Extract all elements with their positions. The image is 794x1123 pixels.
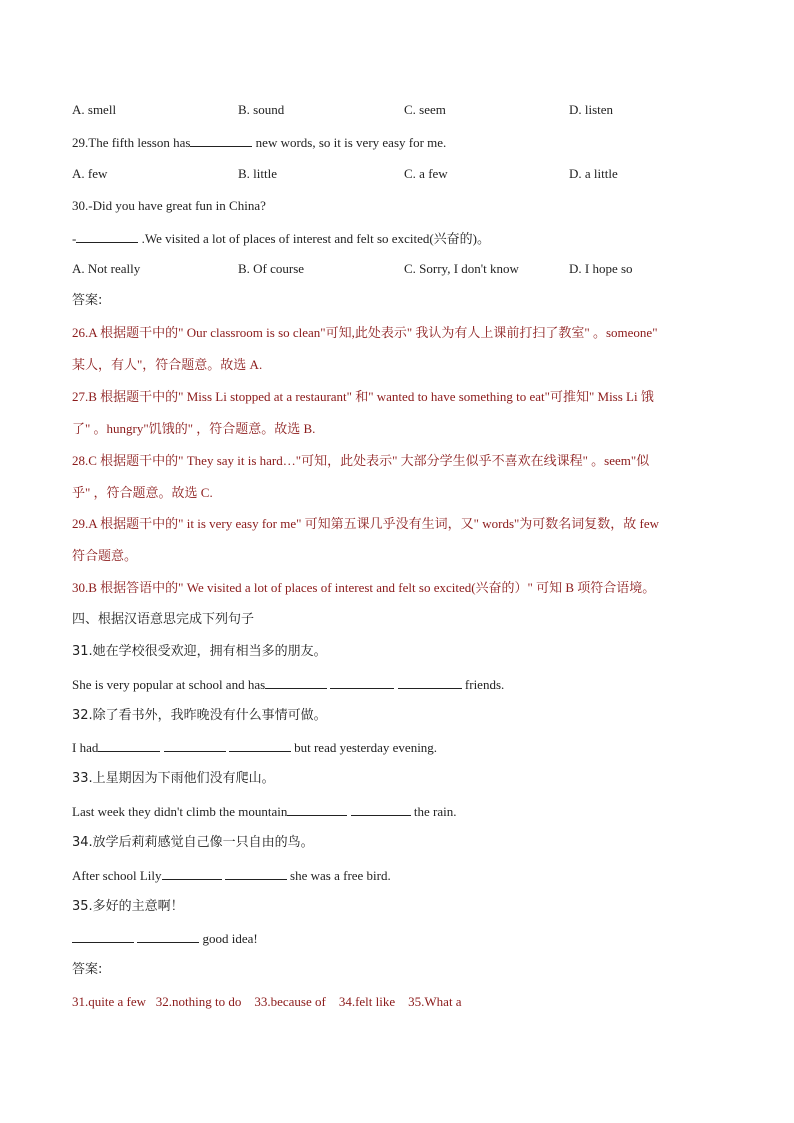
answers-31-35: [72, 994, 462, 1010]
question-35: [72, 930, 258, 947]
answer-blank: [137, 930, 199, 943]
q30-option-d: D. I hope so: [569, 261, 633, 276]
answer-31: 31.quite a few: [72, 994, 147, 1009]
answer-blank: [98, 739, 160, 752]
answer-blank: [164, 739, 226, 752]
q35-text-after: good idea!: [199, 931, 258, 946]
q30-option-a: A. Not really: [72, 261, 141, 276]
q33-text-after: the rain.: [410, 804, 457, 819]
q30-option-b: B. Of course: [238, 261, 305, 276]
answer-30-line-1: 30.B 根据答语中的" We visited a lot of places of interest and felt so excited(兴奋的）" 可知 B 项符合语境。: [72, 580, 656, 595]
q34-text-after: she was a free bird.: [286, 868, 391, 883]
q31-text-after: friends.: [461, 677, 505, 692]
question-35-chinese: 35.多好的主意啊！: [72, 899, 184, 914]
question-31: [72, 676, 504, 693]
answer-blank: [72, 930, 134, 943]
question-34-chinese: 34.放学后莉莉感觉自己像一只自由的鸟。: [72, 835, 314, 850]
answer-32: 32.nothing to do: [155, 994, 242, 1009]
answer-26-line-2: 某人，有人"，符合题意。故选 A.: [72, 357, 263, 372]
answer-26-line-1: 26.A 根据题干中的" Our classroom is so clean"可知,此处表示" 我认为有人上课前打扫了教室" 。someone": [72, 325, 658, 340]
question-32-chinese: 32.除了看书外，我昨晚没有什么事情可做。: [72, 708, 327, 723]
q29-option-a: A. few: [72, 166, 108, 181]
answer-label: 答案:: [72, 962, 103, 977]
question-33-chinese: 33.上星期因为下雨他们没有爬山。: [72, 771, 275, 786]
answer-blank: [398, 676, 462, 689]
question-31-chinese: 31.她在学校很受欢迎，拥有相当多的朋友。: [72, 644, 327, 659]
answer-blank: [287, 803, 347, 816]
answer-blank: [225, 867, 287, 880]
q32-text-before: I had: [72, 740, 99, 755]
q28-option-b: B. sound: [238, 102, 285, 117]
q30-dash: -: [72, 231, 77, 246]
q29-option-c: C. a few: [404, 166, 448, 181]
answer-blank: [229, 739, 291, 752]
q31-text-before: She is very popular at school and has: [72, 677, 266, 692]
answer-label: 答案:: [72, 293, 103, 308]
question-32: [72, 739, 437, 756]
question-29: [72, 134, 446, 151]
q28-option-c: C. seem: [404, 102, 446, 117]
question-33: [72, 803, 456, 820]
answer-29-line-2: 符合题意。: [72, 548, 138, 563]
q29-option-b: B. little: [238, 166, 277, 181]
answer-blank: [330, 676, 394, 689]
q30-reply-text: .We visited a lot of places of interest and felt so excited(兴奋的)。: [138, 231, 490, 246]
q34-text-before: After school Lily: [72, 868, 162, 883]
answer-blank: [265, 676, 327, 689]
q29-text-after: new words, so it is very easy for me.: [252, 135, 447, 150]
question-30-reply: [72, 230, 490, 247]
question-34: [72, 867, 391, 884]
answer-28-line-1: 28.C 根据题干中的" They say it is hard…"可知，此处表示" 大部分学生似乎不喜欢在线课程" 。seem"似: [72, 453, 650, 468]
answer-blank: [351, 803, 411, 816]
answer-blank: [76, 230, 138, 243]
q28-option-a: A. smell: [72, 102, 117, 117]
answer-34: 34.felt like: [338, 994, 396, 1009]
answer-blank: [162, 867, 222, 880]
q32-text-after: but read yesterday evening.: [290, 740, 438, 755]
q33-text-before: Last week they didn't climb the mountain: [72, 804, 288, 819]
q29-option-d: D. a little: [569, 166, 618, 181]
q29-text-before: 29.The fifth lesson has: [72, 135, 191, 150]
answer-33: 33.because of: [254, 994, 326, 1009]
q28-option-d: D. listen: [569, 102, 614, 117]
answer-29-line-1: 29.A 根据题干中的" it is very easy for me" 可知第五课几乎没有生词，又" words"为可数名词复数，故 few: [72, 516, 660, 531]
answer-35: 35.What a: [408, 994, 462, 1009]
section-4-title: 四、根据汉语意思完成下列句子: [72, 612, 255, 627]
answer-28-line-2: 乎" ，符合题意。故选 C.: [72, 485, 213, 500]
q30-option-c: C. Sorry, I don't know: [404, 261, 519, 276]
answer-27-line-1: 27.B 根据题干中的" Miss Li stopped at a restaurant" 和" wanted to have something to eat"可推知" Miss Li 饿: [72, 389, 654, 404]
answer-27-line-2: 了" 。hungry"饥饿的" ，符合题意。故选 B.: [72, 421, 316, 436]
answer-blank: [190, 134, 252, 147]
question-30: 30.-Did you have great fun in China?: [72, 198, 266, 213]
